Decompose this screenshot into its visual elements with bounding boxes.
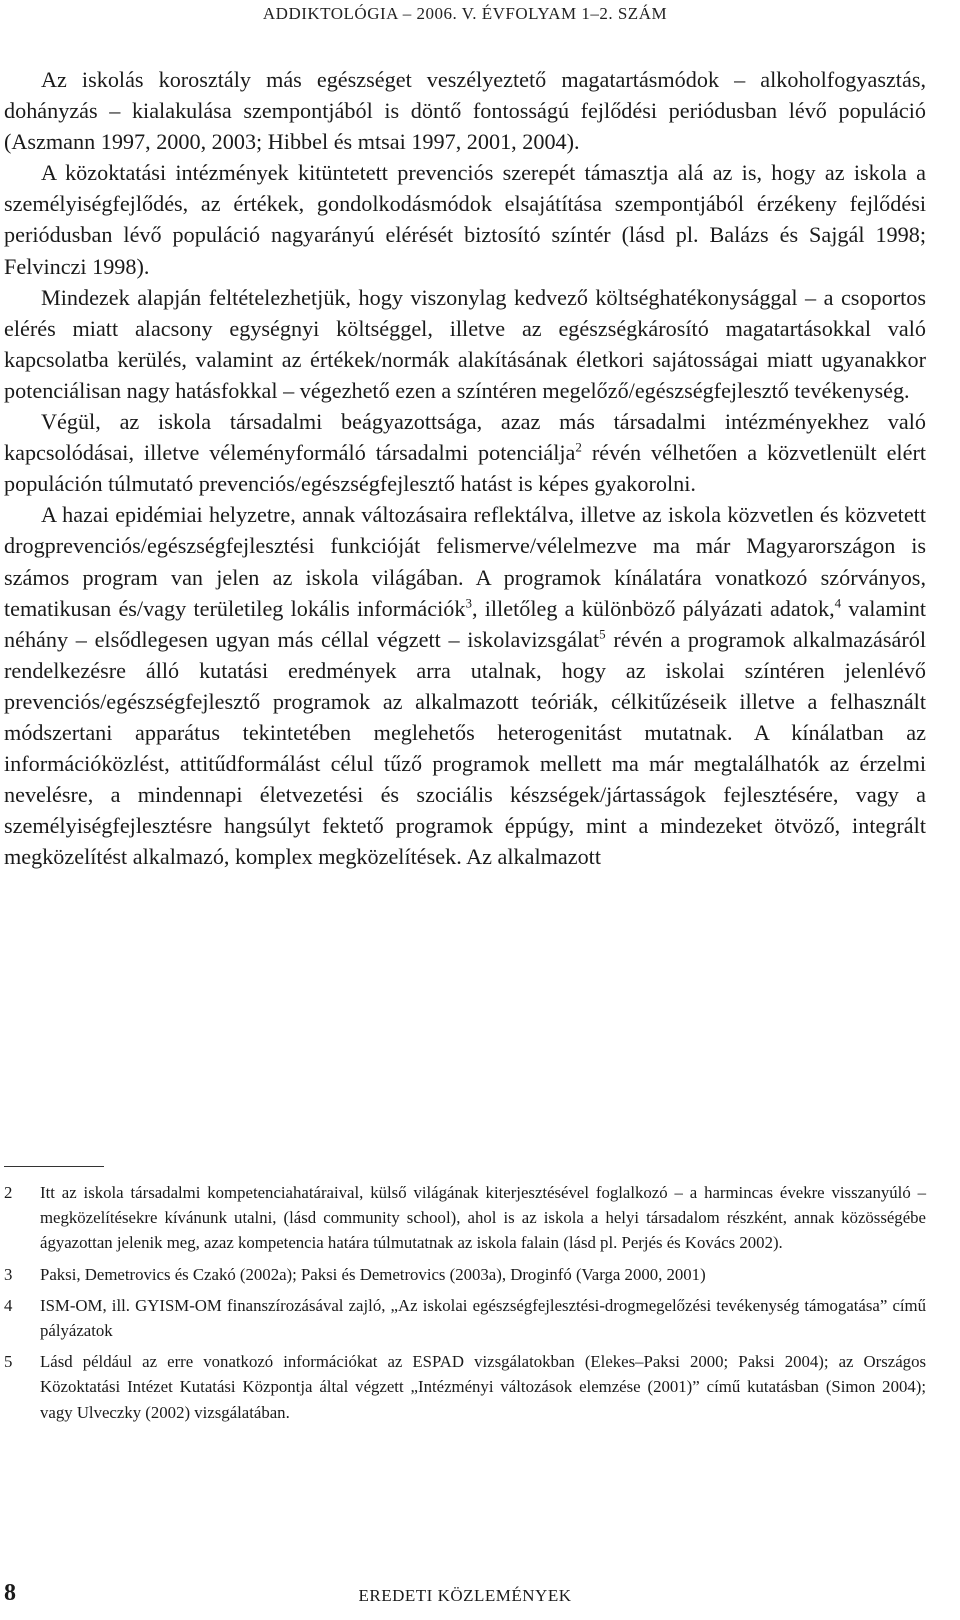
footnote-number: 2 bbox=[4, 1183, 13, 1202]
footnote-text: Itt az iskola társadalmi kompetenciahatáraival, külső világának kiterjesztésével foglalkozó – a harmincas évekre visszanyúló – megközelítésekre kívánunk utalni, (lásd community school), ahol is az iskola a helyi társadalom részként, annak közösségébe ágyazottan jelenik meg, azaz kompetencia határa túlmutatnak az iskola falain (lásd pl. Perjés és Kovács 2002). bbox=[40, 1183, 926, 1253]
footnote bbox=[4, 1349, 926, 1425]
paragraph-3: Mindezek alapján feltételezhetjük, hogy viszonylag kedvező költséghatékonysággal – a csoportos elérés miatt alacsony egységnyi költséggel, illetve az egészségkárosító magatartásokkal való kapcsolatba kerülés, valamint az értékek/normák alakításának életkori sajátosságai miatt ugyanakkor potenciálisan nagy hatásfokkal – végezhető ezen a színtéren megelőző/egészségfejlesztő tevékenység. bbox=[4, 284, 926, 403]
running-footer: EREDETI KÖZLEMÉNYEK bbox=[358, 1586, 572, 1605]
page-number: 8 bbox=[4, 1580, 16, 1606]
running-header: ADDIKTOLÓGIA – 2006. V. ÉVFOLYAM 1–2. SZÁM bbox=[262, 4, 668, 23]
footnote-divider bbox=[4, 1166, 104, 1167]
footnote bbox=[4, 1293, 926, 1343]
footnote-number: 3 bbox=[4, 1264, 13, 1284]
footnote-text: Paksi, Demetrovics és Czakó (2002a); Paksi és Demetrovics (2003a), Droginfó (Varga 2000, 2001) bbox=[40, 1264, 706, 1284]
paragraph-5-text-b: , illetőleg a különböző pályázati adatok, bbox=[471, 595, 835, 621]
footnote-number: 4 bbox=[4, 1295, 13, 1315]
paragraph-5-text-d: révén a programok alkalmazásáról rendelkezésre álló kutatási eredmények arra utalnak, hogy az iskolai színtéren jelenlévő prevenciós/egészségfejlesztő programok az alkalmazott teóriák, célkitűzéseik illetve a felhasznált módszertani apparátus tekintetében meglehetős heterogenitást mutatnak. A kínálatban az információközlést, attitűdformálást célul tűző programok mellett ma már megtalálhatók az érzelmi nevelésre, a mindennapi életvezetési és szociális készségek/jártasságok fejlesztésére, vagy a személyiségfejlesztésre hangsúlyt fektető programok éppúgy, mint a mindezeket ötvöző, integrált megközelítést alkalmazó, komplex megközelítések. Az alkalmazott bbox=[4, 626, 926, 870]
paragraph-4-text-a: Végül, az iskola társadalmi beágyazottsága, azaz más társadalmi intézményekhez való kapcsolódásai, illetve véleményformáló társadalmi potenciálja bbox=[4, 409, 926, 466]
footnote-ref-2[interactable]: 2 bbox=[575, 439, 582, 455]
footnotes bbox=[4, 1180, 926, 1431]
footnote-ref-4[interactable]: 4 bbox=[834, 595, 842, 611]
footnote bbox=[4, 1262, 926, 1287]
paragraph-2: A közoktatási intézmények kitüntetett prevenciós szerepét támasztja alá az is, hogy az iskola a személyiségfejlődés, az értékek, gondolkodásmódok elsajátítása szempontjából érzékeny fejlődési periódusban lévő populáció nagyarányú elérését biztosító színtér (lásd pl. Balázs és Sajgál 1998; Felvinczi 1998). bbox=[4, 160, 926, 279]
footnote-text: ISM-OM, ill. GYISM-OM finanszírozásával zajló, „Az iskolai egészségfejlesztési-drogmegelőzési tevékenység támogatása” című pályázatok bbox=[40, 1295, 926, 1341]
paragraph-4 bbox=[4, 406, 926, 499]
paragraph-1: Az iskolás korosztály más egészséget veszélyeztető magatartásmódok – alkoholfogyasztás, dohányzás – kialakulása szempontjából is döntő fontosságú fejlődési periódusban lévő populáció (Aszmann 1997, 2000, 2003; Hibbel és mtsai 1997, 2001, 2004). bbox=[4, 67, 926, 155]
article-body bbox=[4, 64, 926, 872]
footnote-ref-3[interactable]: 3 bbox=[465, 595, 472, 611]
footnote-ref-5[interactable]: 5 bbox=[599, 626, 606, 642]
footnote-text: Lásd például az erre vonatkozó információkat az ESPAD vizsgálatokban (Elekes–Paksi 2000; Paksi 2004); az Országos Közoktatási Intézet Kutatási Központja által végzett „Intézményi változások elemzése (2001)” című kutatásban (Simon 2004); vagy Ulveczky (2002) vizsgálatában. bbox=[40, 1352, 926, 1422]
paragraph-5-text-c: valamint néhány – elsődlegesen ugyan más céllal végzett – iskolavizsgálat bbox=[4, 595, 927, 652]
footnote bbox=[4, 1180, 926, 1256]
paragraph-5-text-a: A hazai epidémiai helyzetre, annak változásaira reflektálva, illetve az iskola közvetlen és közvetett drogprevenciós/egészségfejlesztési funkcióját felismerve/vélelmezve ma már Magyarországon is számos program van jelen az iskola világában. A programok kínálatára vonatkozó szórványos, tematikusan és/vagy területileg lokális információk bbox=[4, 502, 926, 621]
footnote-number: 5 bbox=[4, 1352, 13, 1372]
paragraph-4-text-b: révén vélhetően a közvetlenült elért populáción túlmutató prevenciós/egészségfejlesztő hatást is képes gyakorolni. bbox=[4, 440, 927, 497]
paragraph-5 bbox=[4, 499, 926, 872]
